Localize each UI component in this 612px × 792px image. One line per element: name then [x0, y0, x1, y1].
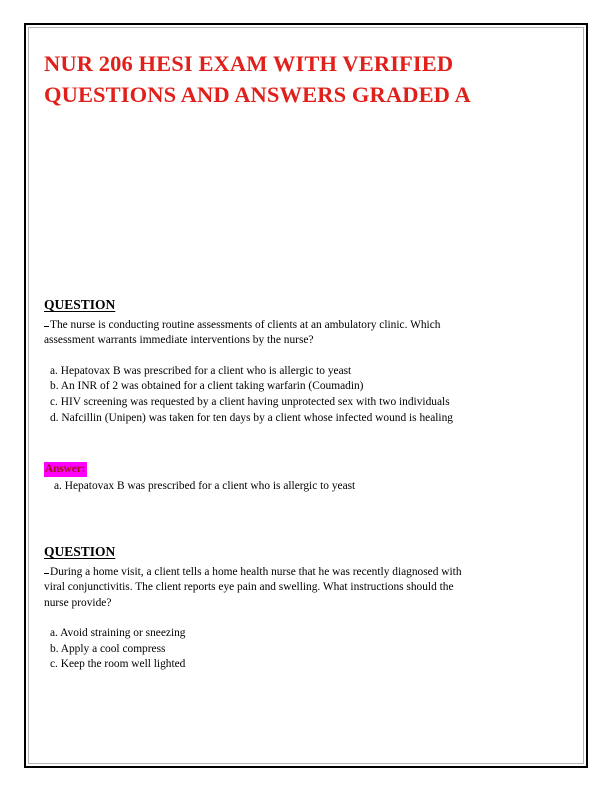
question-heading: QUESTION [44, 544, 116, 559]
document-content [44, 0, 480, 792]
answer-block [44, 459, 480, 495]
question-stem-text: The nurse is conducting routine assessments of clients at an ambulatory clinic. Which assessment warrants immediate interventions by the nurse? [44, 319, 441, 347]
question-options-list [44, 364, 480, 426]
page-title-line-1: NUR 206 HESI EXAM WITH VERIFIED [44, 51, 454, 76]
answer-label-highlighted: Answer: [45, 463, 86, 476]
option-c[interactable]: c. Keep the room well lighted [50, 658, 186, 671]
option-b[interactable]: b. An INR of 2 was obtained for a client taking warfarin (Coumadin) [50, 380, 364, 393]
question-block-1 [44, 296, 480, 495]
option-c[interactable]: c. HIV screening was requested by a client having unprotected sex with two individuals [50, 396, 450, 408]
option-b[interactable]: b. Apply a cool compress [50, 642, 166, 655]
option-d[interactable]: d. Nafcillin (Unipen) was taken for ten days by a client whose infected wound is healing [50, 411, 453, 424]
question-stem-text: During a home visit, a client tells a home health nurse that he was recently diagnosed with viral conjunctivitis. The client reports eye pain and swelling. What instructions should the nurse provide? [44, 566, 462, 609]
option-a[interactable]: a. Hepatovax B was prescribed for a client who is allergic to yeast [50, 364, 352, 377]
page-title [44, 0, 471, 110]
option-a[interactable]: a. Avoid straining or sneezing [50, 627, 186, 640]
leading-dash-mark [44, 573, 49, 574]
question-options-list [44, 626, 480, 673]
question-stem [44, 565, 480, 611]
question-stem [44, 318, 480, 349]
leading-dash-mark [44, 326, 49, 327]
question-block-2 [44, 543, 480, 673]
page-title-line-2: QUESTIONS AND ANSWERS GRADED A [44, 82, 471, 107]
answer-text: a. Hepatovax B was prescribed for a client who is allergic to yeast [54, 480, 356, 493]
question-heading: QUESTION [44, 297, 116, 312]
